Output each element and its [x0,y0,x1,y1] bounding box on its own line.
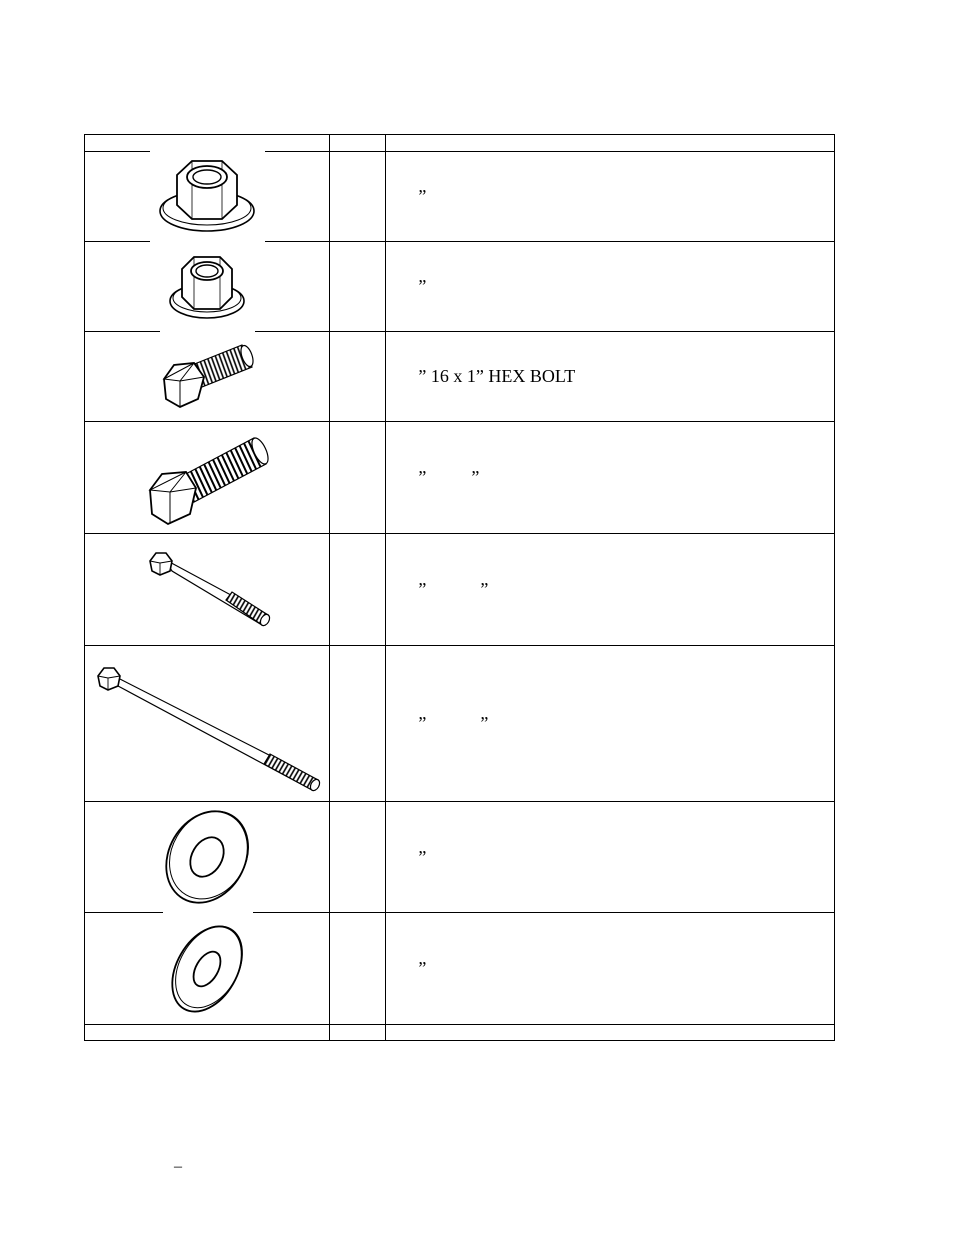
part-qty [330,534,386,646]
hex-bolt-extra-long-icon [92,654,322,794]
footer-cell [85,1025,330,1041]
flat-washer-large-icon [162,803,252,911]
page-footer-mark: – [174,1158,182,1175]
part-qty [330,422,386,534]
table-row [85,534,835,646]
table-row [85,646,835,802]
table-row [85,913,835,1025]
flat-washer-small-icon [167,919,247,1019]
part-qty [330,242,386,332]
header-cell-image [85,135,330,152]
part-description: ” 16 x 1” HEX BOLT [386,332,835,422]
part-qty [330,152,386,242]
table-header-row [85,135,835,152]
part-description: ” [386,242,835,332]
part-image-cell [85,646,330,802]
part-qty [330,913,386,1025]
part-image-cell [85,534,330,646]
hex-bolt-long-icon [142,545,272,635]
part-description: ” ” [386,422,835,534]
part-description: ” [386,802,835,913]
header-cell-qty [330,135,386,152]
footer-cell [386,1025,835,1041]
hex-bolt-short-icon [152,337,262,417]
flange-nut-small-icon [164,249,250,325]
parts-table [84,134,835,1041]
table-row [85,802,835,913]
part-image-cell [85,802,330,913]
part-description: ” ” [386,646,835,802]
part-image-cell [85,913,330,1025]
hex-bolt-medium-icon [142,428,272,528]
header-cell-description [386,135,835,152]
table-row [85,242,835,332]
part-description: ” [386,913,835,1025]
flange-nut-large-icon [152,153,262,241]
footer-cell [330,1025,386,1041]
table-row [85,332,835,422]
part-description: ” ” [386,534,835,646]
table-row [85,152,835,242]
part-image-cell [85,242,330,332]
table-footer-row [85,1025,835,1041]
part-qty [330,802,386,913]
part-qty [330,646,386,802]
part-description: ” [386,152,835,242]
part-image-cell [85,152,330,242]
part-image-cell [85,332,330,422]
part-image-cell [85,422,330,534]
part-qty [330,332,386,422]
table-row [85,422,835,534]
